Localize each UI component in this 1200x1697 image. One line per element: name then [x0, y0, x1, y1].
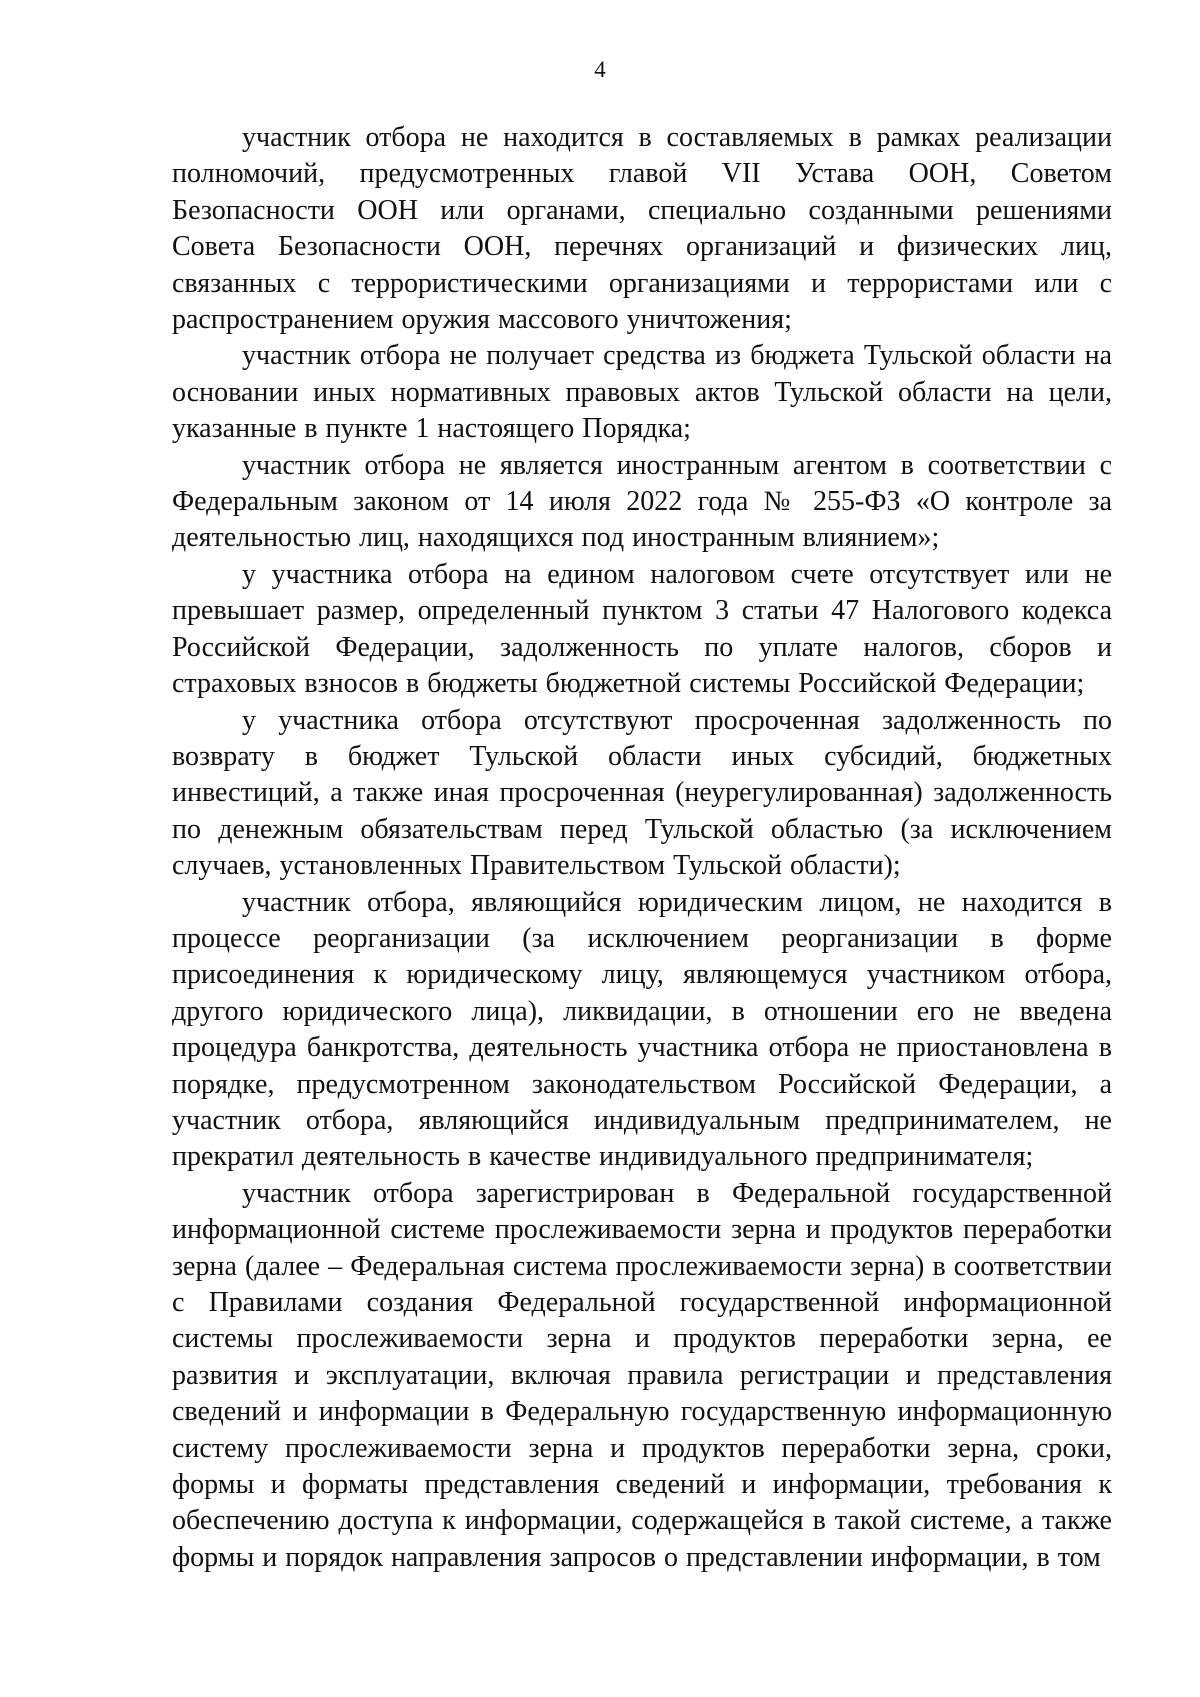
page-number: 4	[594, 57, 606, 82]
paragraph-tax-debt: у участника отбора на едином налоговом счете отсутствует или не превышает размер, определенный пунктом 3 статьи 47 Налогового кодекса Российской Федерации, задолженность по уплате налогов, сборов и страховых взносов в бюджеты бюджетной системы Российской Федерации;	[172, 558, 1112, 700]
paragraph-un-sanctions-list: участник отбора не находится в составляемых в рамках реализации полномочий, предусмотренных главой VII Устава ООН, Советом Безопасности ООН или органами, специально созданными решениями Совета Безопасности ООН, перечнях организаций и физических лиц, связанных с террористическими организациями и террористами или с распространением оружия массового уничтожения;	[172, 122, 1112, 336]
paragraph-not-foreign-agent: участник отбора не является иностранным агентом в соответствии с Федеральным законом от 14 июля 2022 года № 255-ФЗ «О контроле за деятельностью лиц, находящихся под иностранным влиянием»;	[172, 449, 1112, 554]
paragraph-reorganization-liquidation: участник отбора, являющийся юридическим лицом, не находится в процессе реорганизации (за исключением реорганизации в форме присоединения к юридическому лицу, являющемуся участником отбора, другого юридического лица), ликвидации, в отношении его не введена процедура банкротства, деятельность участника отбора не приостановлена в порядке, предусмотренном законодательством Российской Федерации, а участник отбора, являющийся индивидуальным предпринимателем, не прекратил деятельность в качестве индивидуального предпринимателя;	[172, 886, 1112, 1173]
paragraph-grain-traceability-registration: участник отбора зарегистрирован в Федеральной государственной информационной системе прослеживаемости зерна и продуктов переработки зерна (далее – Федеральная система прослеживаемости зерна) в соответствии с Правилами создания Федеральной государственной информационной системы прослеживаемости зерна и продуктов переработки зерна, ее развития и эксплуатации, включая правила регистрации и представления сведений и информации в Федеральную государственную информационную систему прослеживаемости зерна и продуктов переработки зерна, сроки, формы и форматы представления сведений и информации, требования к обеспечению доступа к информации, содержащейся в такой системе, а также формы и порядок направления запросов о представлении информации, в том	[172, 1177, 1112, 1573]
paragraph-no-other-budget-funds: участник отбора не получает средства из бюджета Тульской области на основании иных нормативных правовых актов Тульской области на цели, указанные в пункте 1 настоящего Порядка;	[172, 340, 1112, 445]
paragraph-overdue-debt: у участника отбора отсутствуют просроченная задолженность по возврату в бюджет Тульской области иных субсидий, бюджетных инвестиций, а также иная просроченная (неурегулированная) задолженность по денежным обязательствам перед Тульской областью (за исключением случаев, установленных Правительством Тульской области);	[172, 704, 1112, 882]
document-body	[172, 120, 1112, 1576]
